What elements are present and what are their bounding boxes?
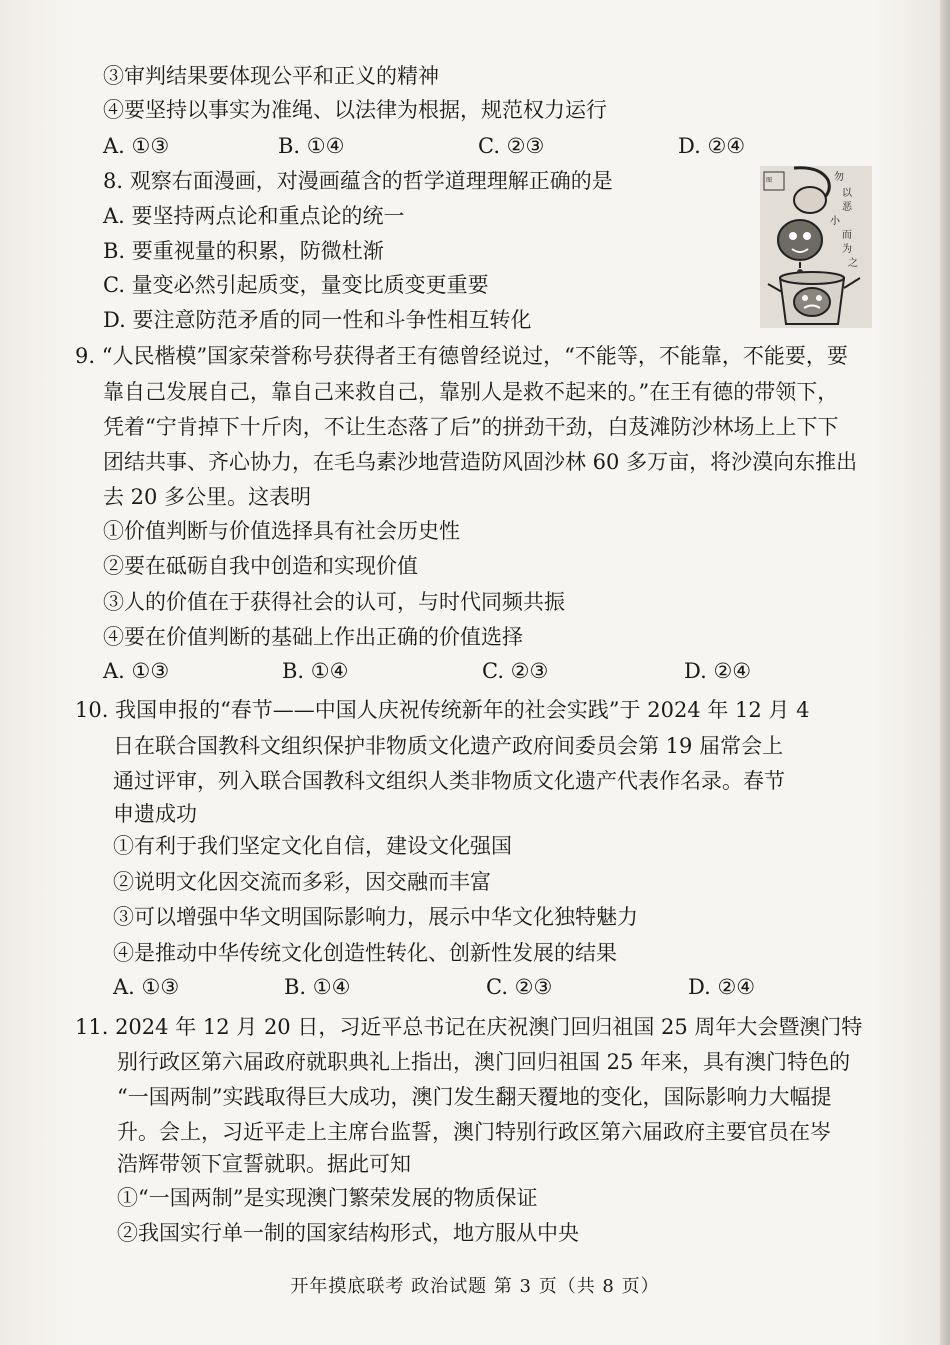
- q9-option-a[interactable]: A. ①③: [103, 659, 170, 683]
- q10-option-d[interactable]: D. ②④: [688, 975, 756, 999]
- q8-option-c[interactable]: C. 量变必然引起质变，量变比质变更重要: [103, 273, 489, 297]
- page-edge-shadow: [940, 0, 950, 1345]
- q7-option-d[interactable]: D. ②④: [678, 134, 746, 158]
- q11-stem-line-1: 11. 2024 年 12 月 20 日，习近平总书记在庆祝澳门回归祖国 25 周年大会暨澳门特: [75, 1015, 863, 1039]
- q7-statement-4: ④要坚持以事实为准绳、以法律为根据，规范权力运行: [103, 98, 607, 122]
- q9-option-b[interactable]: B. ①④: [282, 659, 349, 683]
- q10-stem-line-4: 申遗成功: [113, 802, 197, 826]
- q10-stem-line-1: 10. 我国申报的“春节——中国人庆祝传统新年的社会实践”于 2024 年 12 月 4: [75, 698, 810, 722]
- q9-option-d[interactable]: D. ②④: [684, 659, 752, 683]
- q8-option-a[interactable]: A. 要坚持两点论和重点论的统一: [103, 204, 405, 228]
- q8-option-b[interactable]: B. 要重视量的积累，防微杜渐: [103, 239, 384, 263]
- svg-text:图: 图: [766, 177, 773, 184]
- svg-text:而: 而: [842, 230, 852, 241]
- q9-statement-2: ②要在砥砺自我中创造和实现价值: [103, 554, 418, 578]
- q8-option-d[interactable]: D. 要注意防范矛盾的同一性和斗争性相互转化: [103, 308, 532, 332]
- svg-text:为: 为: [842, 244, 852, 255]
- svg-text:以: 以: [842, 188, 852, 199]
- q10-statement-1: ①有利于我们坚定文化自信，建设文化强国: [113, 834, 512, 858]
- q9-statement-4: ④要在价值判断的基础上作出正确的价值选择: [103, 625, 523, 649]
- q11-stem-line-5: 浩辉带领下宣誓就职。据此可知: [117, 1152, 411, 1176]
- q7-option-b[interactable]: B. ①④: [278, 134, 345, 158]
- q9-statement-1: ①价值判断与价值选择具有社会历史性: [103, 519, 460, 543]
- q7-option-a[interactable]: A. ①③: [103, 134, 170, 158]
- svg-text:之: 之: [848, 258, 858, 269]
- svg-text:小: 小: [830, 216, 840, 227]
- q9-option-c[interactable]: C. ②③: [482, 659, 549, 683]
- q10-statement-3: ③可以增强中华文明国际影响力，展示中华文化独特魅力: [113, 905, 638, 929]
- q10-option-b[interactable]: B. ①④: [284, 975, 351, 999]
- q9-stem-line-5: 去 20 多公里。这表明: [103, 485, 312, 509]
- q8-cartoon-image: [760, 166, 872, 328]
- q11-stem-line-2: 别行政区第六届政府就职典礼上指出，澳门回归祖国 25 年来，具有澳门特色的: [117, 1050, 851, 1074]
- q10-statement-4: ④是推动中华传统文化创造性转化、创新性发展的结果: [113, 941, 617, 965]
- q10-statement-2: ②说明文化因交流而多彩，因交融而丰富: [113, 870, 491, 894]
- q10-option-c[interactable]: C. ②③: [486, 975, 553, 999]
- q10-option-a[interactable]: A. ①③: [113, 975, 180, 999]
- q9-stem-line-1: 9. “人民楷模”国家荣誉称号获得者王有德曾经说过，“不能等，不能靠，不能要，要: [75, 344, 848, 368]
- page-footer: 开年摸底联考 政治试题 第 3 页（共 8 页）: [290, 1276, 660, 1297]
- q7-option-c[interactable]: C. ②③: [478, 134, 545, 158]
- q9-stem-line-4: 团结共事、齐心协力，在毛乌素沙地营造防风固沙林 60 多万亩，将沙漠向东推出: [103, 450, 858, 474]
- q10-stem-line-2: 日在联合国教科文组织保护非物质文化遗产政府间委员会第 19 届常会上: [113, 734, 784, 758]
- q9-stem-line-2: 靠自己发展自己，靠自己来救自己，靠别人是救不起来的。”在王有德的带领下，: [103, 380, 839, 404]
- q9-stem-line-3: 凭着“宁肯掉下十斤肉，不让生态落了后”的拼劲干劲，白芨滩防沙林场上上下下: [103, 415, 839, 439]
- q8-stem: 8. 观察右面漫画，对漫画蕴含的哲学道理理解正确的是: [103, 169, 613, 193]
- q11-stem-line-4: 升。会上，习近平走上主席台监誓，澳门特别行政区第六届政府主要官员在岑: [117, 1120, 831, 1144]
- q11-statement-1: ①“一国两制”是实现澳门繁荣发展的物质保证: [117, 1186, 538, 1210]
- svg-text:恶: 恶: [842, 202, 852, 213]
- q11-statement-2: ②我国实行单一制的国家结构形式，地方服从中央: [117, 1221, 579, 1245]
- q9-statement-3: ③人的价值在于获得社会的认可，与时代同频共振: [103, 590, 565, 614]
- q10-stem-line-3: 通过评审，列入联合国教科文组织人类非物质文化遗产代表作名录。春节: [113, 769, 785, 793]
- q7-statement-3: ③审判结果要体现公平和正义的精神: [103, 64, 439, 88]
- svg-text:勿: 勿: [834, 172, 844, 183]
- q11-stem-line-3: “一国两制”实践取得巨大成功，澳门发生翻天覆地的变化，国际影响力大幅提: [117, 1085, 832, 1109]
